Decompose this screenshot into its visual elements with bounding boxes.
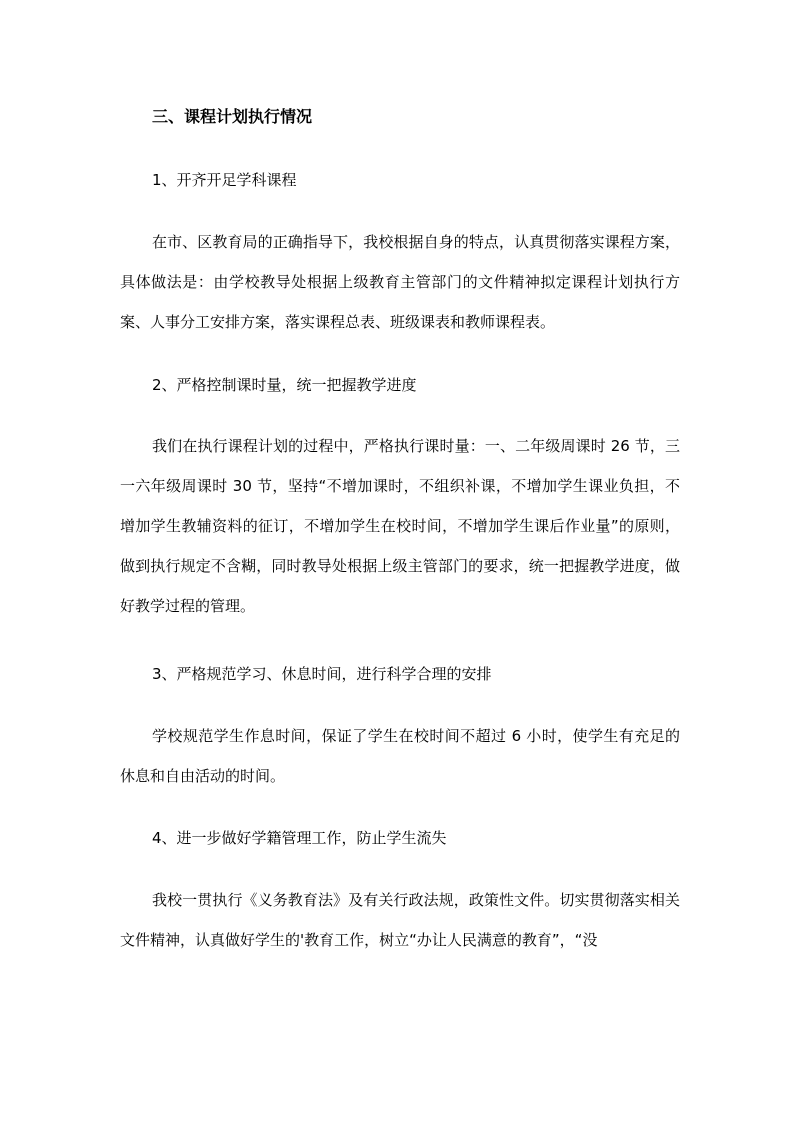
section-title: 三、课程计划执行情况 [152, 107, 313, 126]
item-1-heading: 1、开齐开足学科课程 [152, 171, 297, 189]
item-2-paragraph: 我们在执行课程计划的过程中，严格执行课时量：一、二年级周课时 26 节，三一六年级周课时 30 节，坚持“不增加课时，不组织补课，不增加学生课业负担，不增加学生教辅资料的征订，不增加学生在校时间，不增加学生课后作业量”的原则，做到执行规定不含糊，同时教导处根据上级主管部门的要求，统一把握教学进度，做好教学过程的管理。 [120, 437, 680, 615]
item-4-heading: 4、进一步做好学籍管理工作，防止学生流失 [152, 829, 447, 847]
item-1-paragraph: 在市、区教育局的正确指导下，我校根据自身的特点，认真贯彻落实课程方案，具体做法是：由学校教导处根据上级教育主管部门的文件精神拟定课程计划执行方案、人事分工安排方案，落实课程总表、班级课表和教师课程表。 [120, 233, 680, 331]
item-3-heading: 3、严格规范学习、休息时间，进行科学合理的安排 [152, 665, 492, 683]
item-2-heading: 2、严格控制课时量，统一把握教学进度 [152, 376, 417, 394]
item-4-paragraph: 我校一贯执行《义务教育法》及有关行政法规，政策性文件。切实贯彻落实相关文件精神，认真做好学生的'教育工作，树立“办让人民满意的教育”，“没 [120, 891, 680, 949]
item-3-paragraph: 学校规范学生作息时间，保证了学生在校时间不超过 6 小时，使学生有充足的休息和自由活动的时间。 [120, 727, 680, 785]
